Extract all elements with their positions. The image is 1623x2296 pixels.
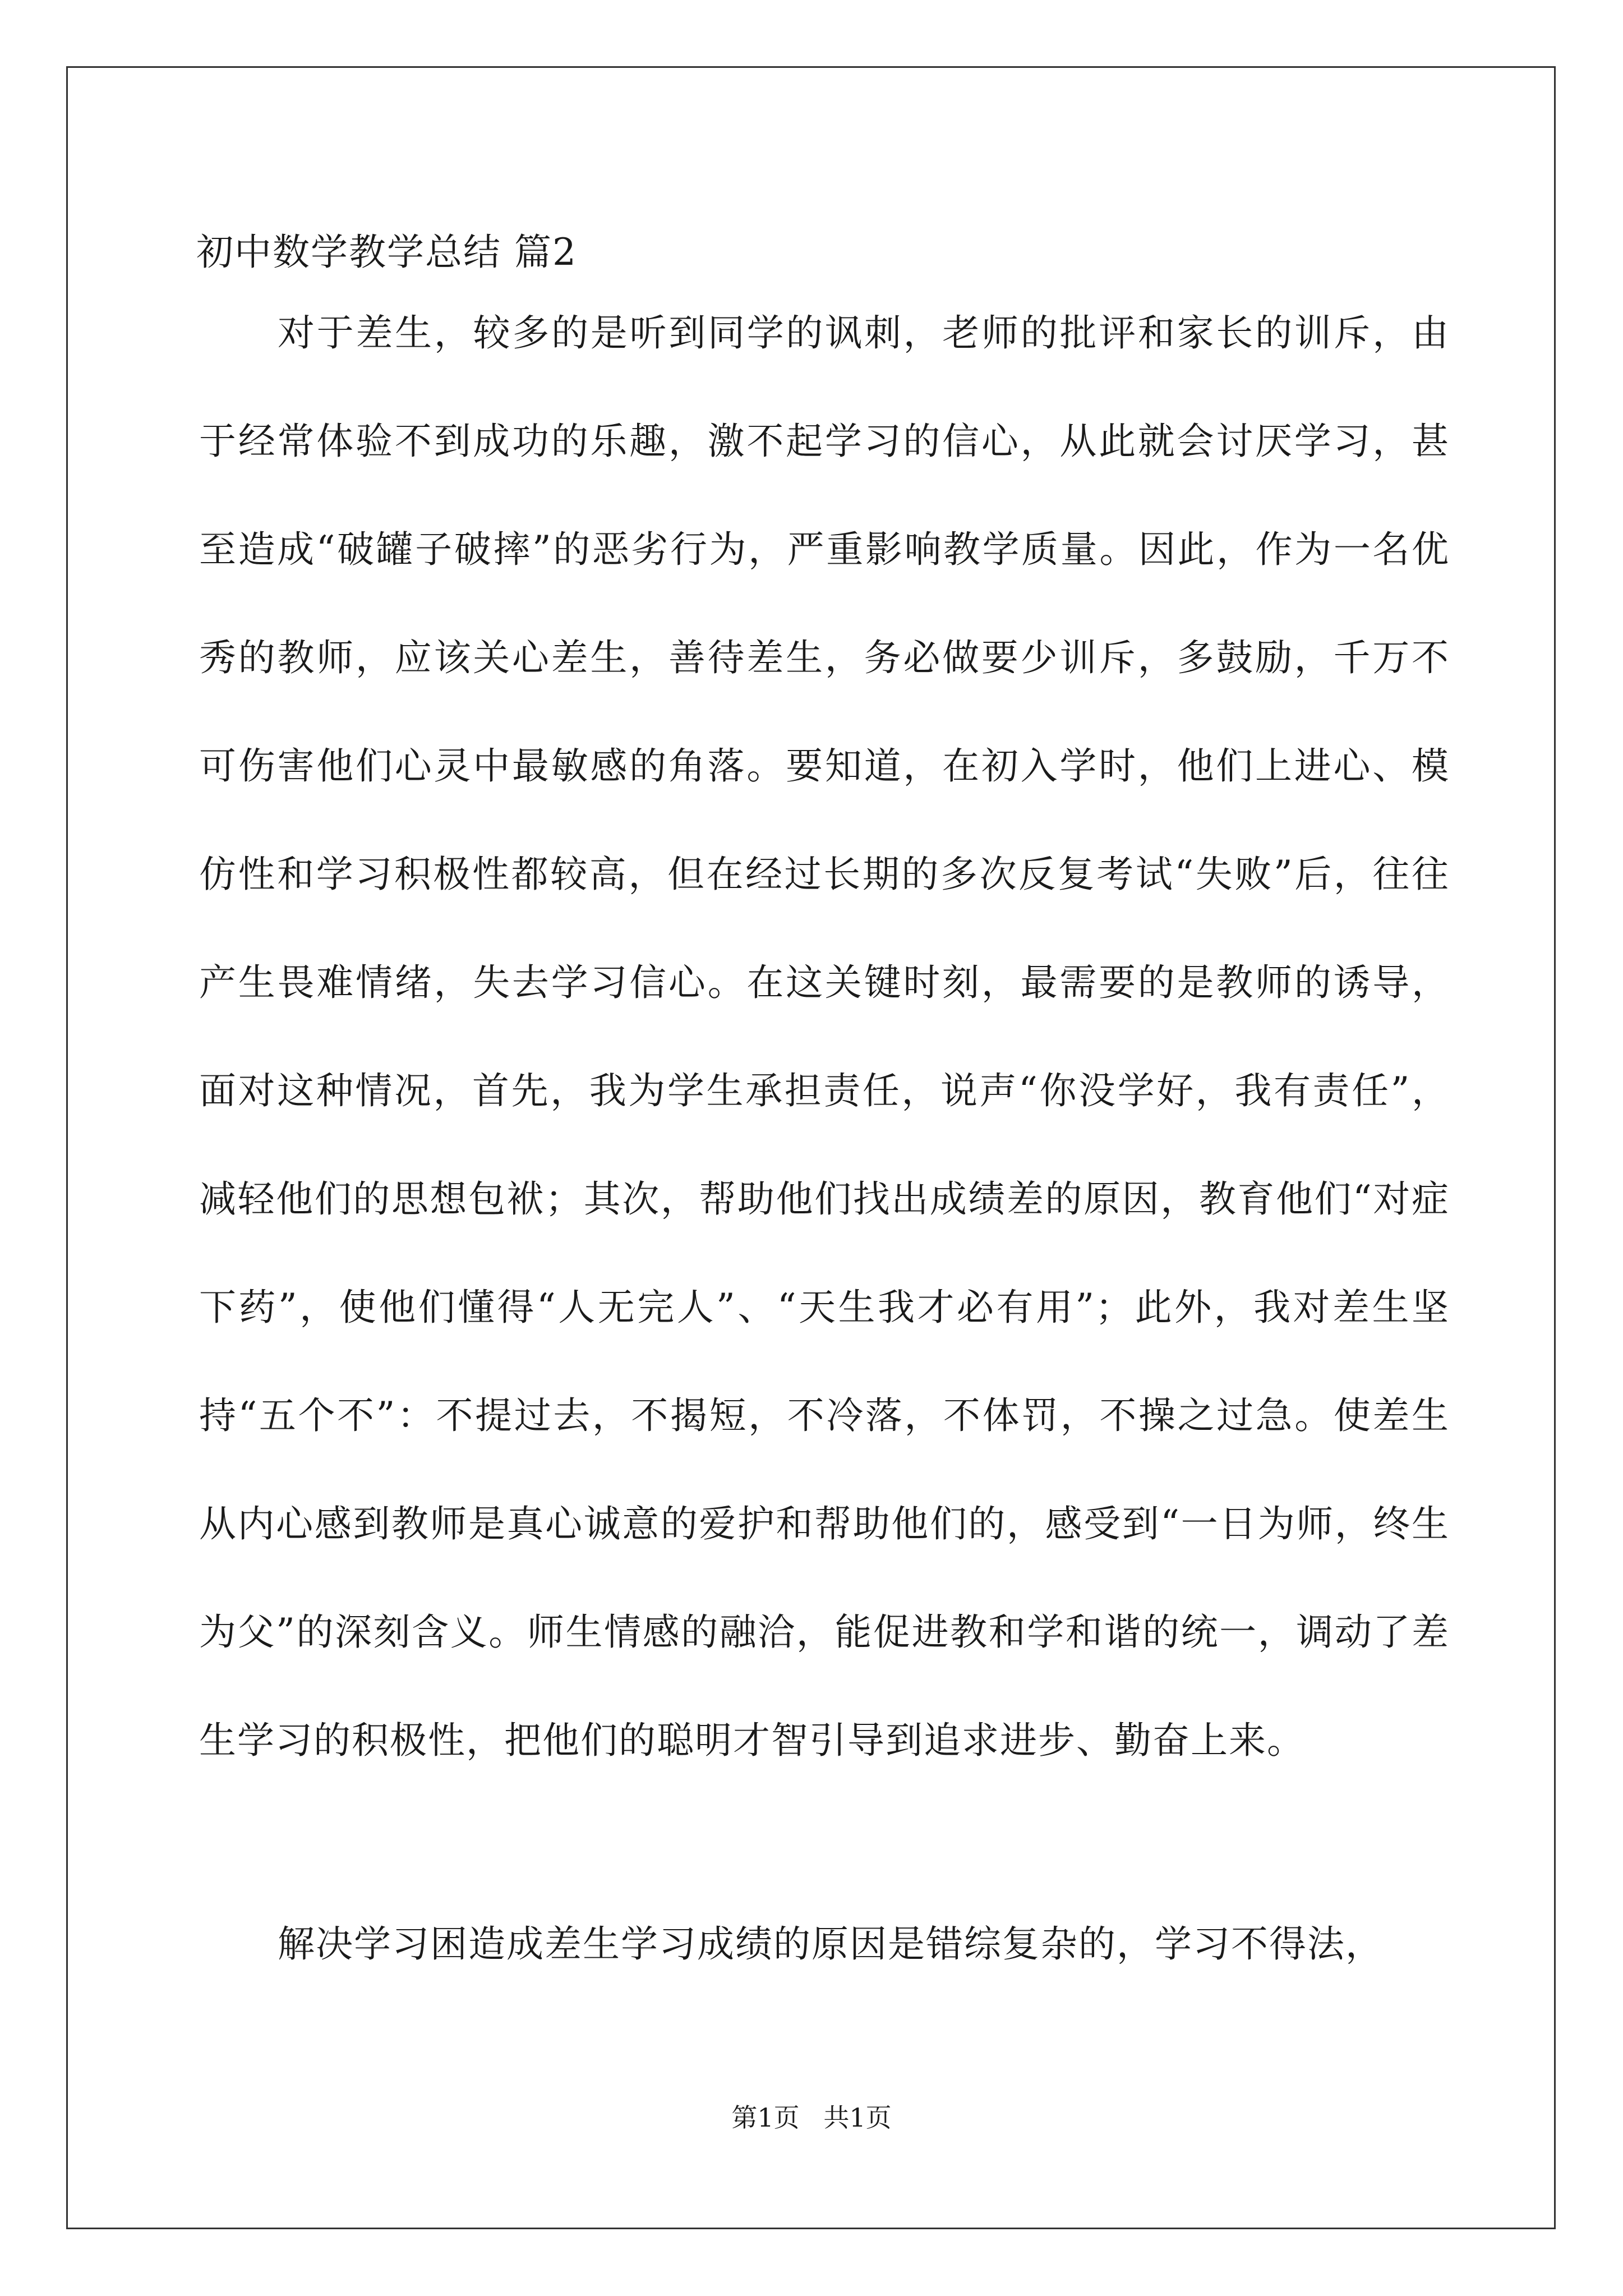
page-total: 共1页 (823, 2102, 892, 2133)
page-footer (0, 2101, 1623, 2134)
page-number: 第1页 (731, 2102, 800, 2133)
body-paragraph-1: 对于差生，较多的是听到同学的讽刺，老师的批评和家长的训斥，由于经常体验不到成功的乐趣，激不起学习的信心，从此就会讨厌学习，甚至造成“破罐子破摔”的恶劣行为，严重影响教学质量。因此，作为一名优秀的教师，应该关心差生，善待差生，务必做要少训斥，多鼓励，千万不可伤害他们心灵中最敏感的角落。要知道，在初入学时，他们上进心、模仿性和学习积极性都较高，但在经过长期的多次反复考试“失败”后，往往产生畏难情绪，失去学习信心。在这关键时刻，最需要的是教师的诱导，面对这种情况，首先，我为学生承担责任，说声“你没学好，我有责任”，减轻他们的思想包袱；其次，帮助他们找出成绩差的原因，教育他们“对症下药”，使他们懂得“人无完人”、“天生我才必有用”；此外，我对差生坚持“五个不”：不提过去，不揭短，不冷落，不体罚，不操之过急。使差生从内心感到教师是真心诚意的爱护和帮助他们的，感受到“一日为师，终生为父”的深刻含义。师生情感的融洽，能促进教和学和谐的统一，调动了差生学习的积极性，把他们的聪明才智引导到追求进步、勤奋上来。 (199, 311, 1450, 1762)
document-title: 初中数学教学总结 篇2 (196, 231, 577, 274)
body-paragraph-2: 解决学习困造成差生学习成绩的原因是错综复杂的，学习不得法， (278, 1922, 1384, 1966)
